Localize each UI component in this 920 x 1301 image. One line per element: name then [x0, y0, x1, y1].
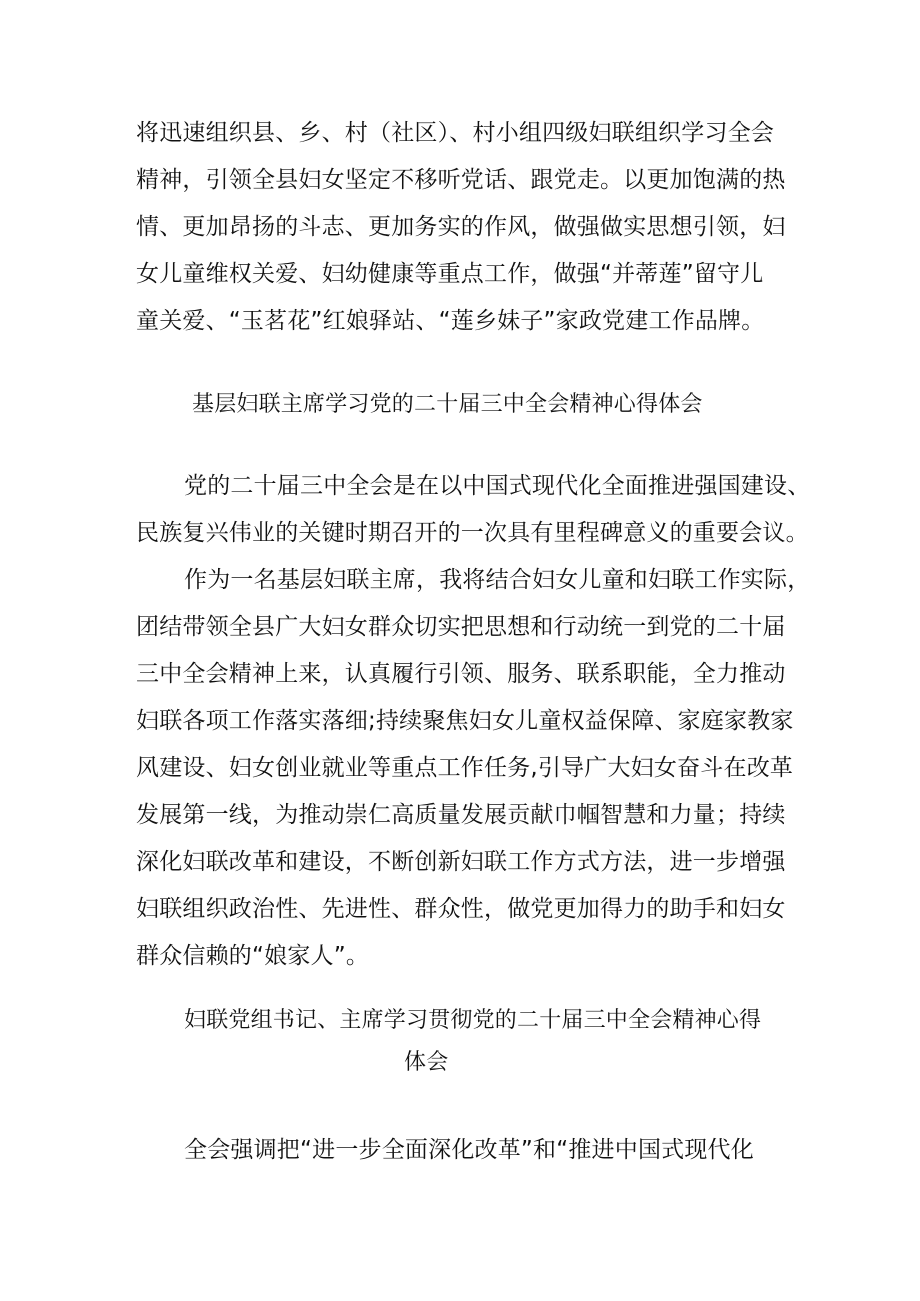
- text-line: 情、更加昂扬的斗志、更加务实的作风，做强做实思想引领，妇: [136, 214, 786, 240]
- text-line: 群众信赖的“娘家人”。: [136, 943, 370, 969]
- text-line: 作为一名基层妇联主席，我将结合妇女儿童和妇联工作实际，: [184, 567, 811, 593]
- text-line: 妇联组织政治性、先进性、群众性，做党更加得力的助手和妇女: [136, 896, 786, 922]
- text-line: 全会强调把“进一步全面深化改革”和“推进中国式现代化: [184, 1137, 754, 1163]
- text-line: 女儿童维权关爱、妇幼健康等重点工作，做强“并蒂莲”留守儿: [136, 261, 764, 287]
- text-line: 精神，引领全县妇女坚定不移听党话、跟党走。以更加饱满的热: [136, 167, 786, 193]
- text-line: 童关爱、“玉茗花”红娘驿站、“莲乡妹子”家政党建工作品牌。: [136, 308, 765, 334]
- text-line: 妇联各项工作落实落细;持续聚焦妇女儿童权益保障、家庭家教家: [136, 708, 794, 734]
- text-line: 三中全会精神上来，认真履行引领、服务、联系职能，全力推动: [136, 661, 786, 687]
- section-title: 妇联党组书记、主席学习贯彻党的二十届三中全会精神心得: [184, 1008, 762, 1033]
- text-line: 团结带领全县广大妇女群众切实把思想和行动统一到党的二十届: [136, 614, 786, 640]
- text-line: 发展第一线，为推动崇仁高质量发展贡献巾帼智慧和力量；持续: [136, 802, 786, 828]
- section-title: 基层妇联主席学习党的二十届三中全会精神心得体会: [192, 392, 703, 417]
- text-line: 风建设、妇女创业就业等重点工作任务,引导广大妇女奋斗在改革: [136, 755, 794, 781]
- text-line: 深化妇联改革和建设，不断创新妇联工作方式方法，进一步增强: [136, 849, 786, 875]
- section-title-continued: 体会: [404, 1050, 449, 1075]
- text-line: 党的二十届三中全会是在以中国式现代化全面推进强国建设、: [184, 473, 811, 499]
- text-line: 将迅速组织县、乡、村（社区）、村小组四级妇联组织学习全会: [136, 120, 775, 146]
- text-line: 民族复兴伟业的关键时期召开的一次具有里程碑意义的重要会议。: [136, 520, 809, 546]
